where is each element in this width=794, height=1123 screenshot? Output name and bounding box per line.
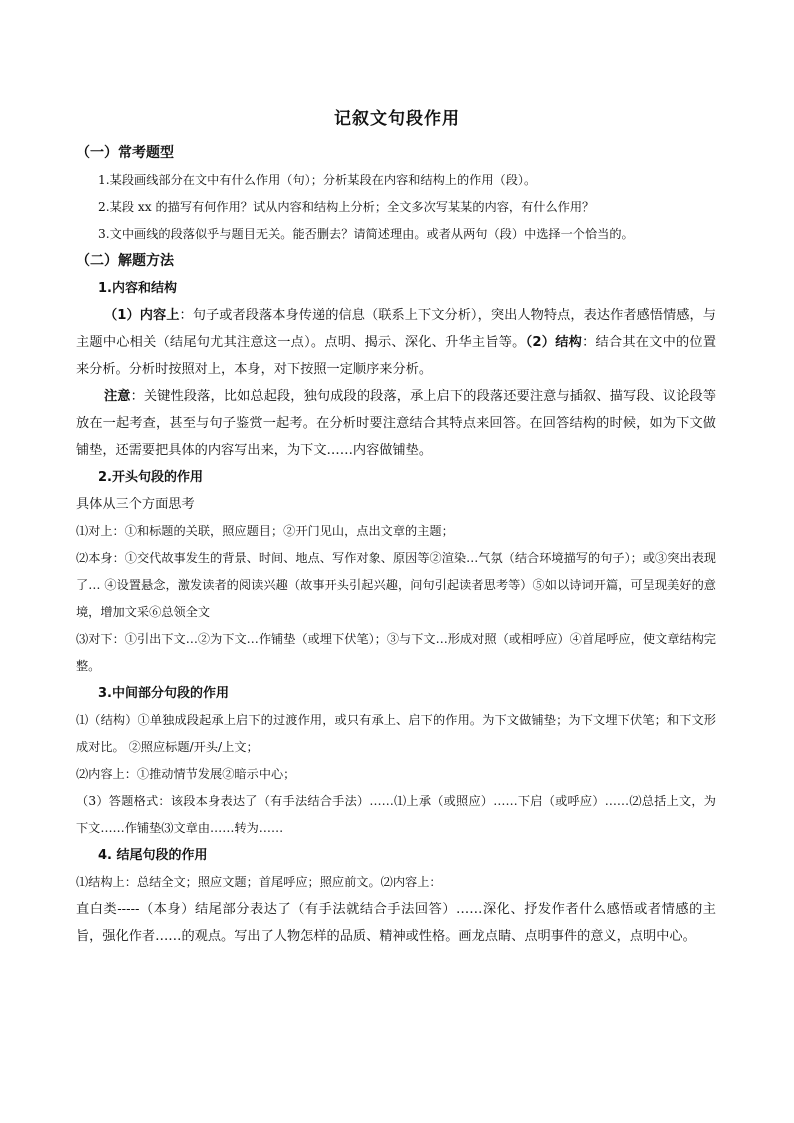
document-body [76,140,716,950]
question-type-item: 2.某段 xx 的描写有何作用？试从内容和结构上分析；全文多次写某某的内容，有什么作用？ [98,200,595,214]
paragraph-content-structure [76,302,716,383]
paragraph-opening-self: ⑵本身：①交代故事发生的背景、时间、地点、写作对象、原因等②渲染…气氛（结合环境描写的句子）；或③突出表现了… ④设置悬念，激发读者的阅读兴趣（故事开头引起兴趣，问句引起读者思考等）⑤如以诗词开篇，可呈现美好的意境，增加文采⑥总领全文 [76,551,716,619]
paragraph-middle-format: （3）答题格式：该段本身表达了（有手法结合手法）……⑴上承（或照应）……下启（或呼应）……⑵总括上文，为下文……作铺垫⑶文章由……转为…… [76,794,716,835]
text-note: ：关键性段落，比如总起段，独句成段的段落，承上启下的段落还要注意与插叙、描写段、议论段等放在一起考查，甚至与句子鉴赏一起考。在分析时要注意结合其特点来回答。在回答结构的时候，如为下文做铺垫，还需要把具体的内容写出来，为下文……内容做铺垫。 [76,389,717,458]
text-content: ：句子或者段落本身传递的信息（联系上下文分析），突出人物特点，表达作者感悟情感，与主题中心相关（结尾句尤其注意这一点）。点明、揭示、深化、升华主旨等。 [76,308,716,350]
label-note: 注意 [104,389,131,404]
paragraph-note [76,383,716,464]
label-structure: （2）结构 [525,335,583,350]
question-type-item: 1.某段画线部分在文中有什么作用（句）；分析某段在内容和结构上的作用（段）。 [98,173,537,187]
paragraph-ending-direct: 直白类-----（本身）结尾部分表达了（有手法就结合手法回答）……深化、抒发作者什么感悟或者情感的主旨，强化作者……的观点。写出了人物怎样的品质、精神或性格。画龙点睛、点明事件的意义，点明中心。 [76,902,716,944]
label-content: （1）内容上 [104,308,180,323]
paragraph-middle-content: ⑵内容上：①推动情节发展②暗示中心； [76,767,296,781]
paragraph-opening-up: ⑴对上：①和标题的关联，照应题目；②开门见山，点出文章的主题； [76,524,454,538]
section-heading-common-types: （一）常考题型 [76,145,174,161]
text-structure: ：结合其在文中的位置来分析。分析时按照对上，本身，对下按照一定顺序来分析。 [76,335,717,377]
paragraph-opening-down: ⑶对下：①引出下文…②为下文…作铺垫（或埋下伏笔）；③与下文…形成对照（或相呼应）④首尾呼应，使文章结构完整。 [76,632,716,673]
paragraph-middle-structure: ⑴（结构）①单独成段起承上启下的过渡作用，或只有承上、启下的作用。为下文做铺垫；为下文埋下伏笔；和下文形成对比。 ②照应标题/开头/上文； [76,713,716,754]
subheading-ending: 4. 结尾句段的作用 [98,848,208,863]
subheading-content-structure: 1.内容和结构 [98,281,177,296]
text-opening-intro: 具体从三个方面思考 [76,497,195,512]
question-type-item: 3.文中画线的段落似乎与题目无关。能否删去？请简述理由。或者从两句（段）中选择一个恰当的。 [98,227,634,241]
subheading-middle: 3.中间部分句段的作用 [98,686,229,701]
document-title: 记叙文句段作用 [334,109,460,129]
section-heading-methods: （二）解题方法 [76,253,174,269]
subheading-opening: 2.开头句段的作用 [98,470,203,485]
paragraph-ending-structure: ⑴结构上：总结全文；照应文题；首尾呼应；照应前文。⑵内容上： [76,875,442,889]
